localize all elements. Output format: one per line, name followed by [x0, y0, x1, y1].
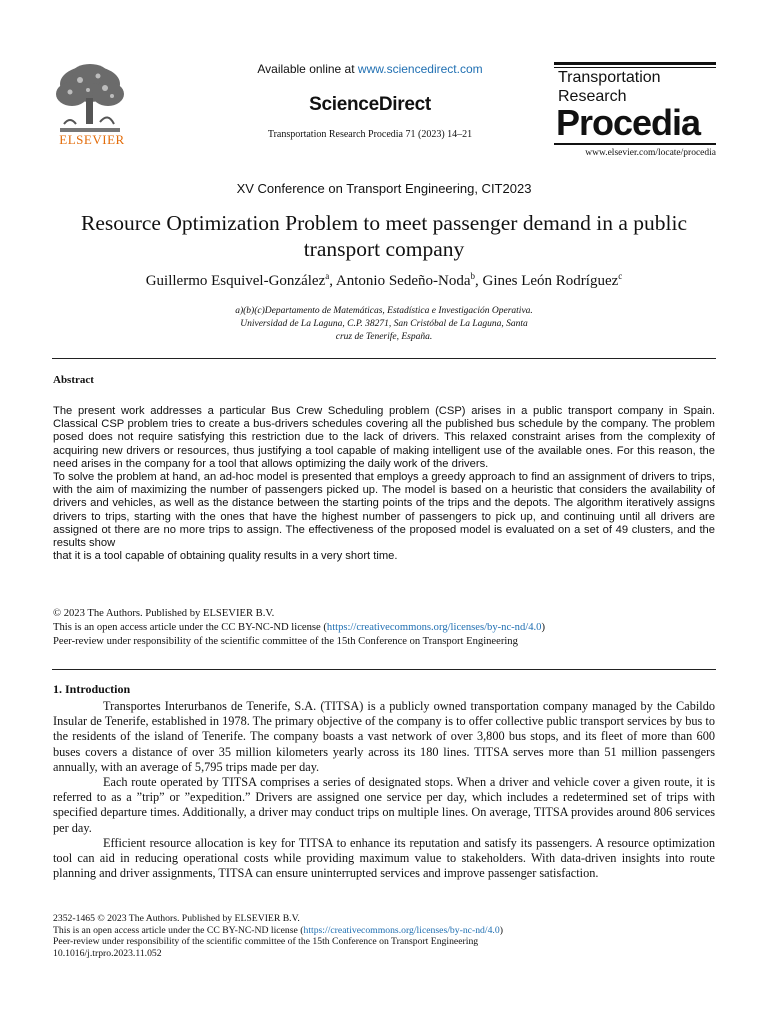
body-paragraph: Transportes Interurbanos de Tenerife, S.A. (TITSA) is a publicly owned transportation company managed by the Cabildo Insular de Tenerife, established in 1978. The primary objective of the company is to offer collective public transport services by bus to the residents of the island of Tenerife. The company boasts a vast network of over 3,800 bus stops, and its fleet of more than 600 buses covers a distance of over 35 million kilometers yearly across its 180 lines. TITSA serves more than 51 million passengers annually, with an average of 5,795 trips made per day. [53, 699, 715, 774]
copyright-line: © 2023 The Authors. Published by ELSEVIER B.V. [53, 608, 275, 619]
divider [52, 358, 716, 359]
author-affil-mark: a [325, 271, 330, 281]
abstract-paragraph: that it is a tool capable of obtaining quality results in a very short time. [53, 550, 398, 563]
section-heading-introduction: 1. Introduction [53, 682, 131, 696]
journal-citation: Transportation Research Procedia 71 (2023) 14–21 [267, 129, 473, 140]
license-suffix: ) [541, 622, 545, 633]
divider [52, 669, 716, 670]
journal-logo-procedia: Procedia [556, 102, 701, 143]
license-line [53, 621, 715, 635]
page-header [0, 0, 768, 175]
footer-license-line [53, 925, 715, 937]
footer-license-suffix: ) [499, 924, 503, 936]
author-name: Antonio Sedeño-Noda [335, 273, 471, 289]
author-affil-mark: c [618, 271, 623, 281]
introduction-body [53, 699, 715, 881]
affiliation [180, 305, 588, 344]
journal-logo-rule-bottom [554, 143, 716, 145]
journal-logo-line2: Research [558, 88, 627, 105]
journal-logo-line1: Transportation [558, 69, 661, 86]
abstract-paragraph: To solve the problem at hand, an ad-hoc model is presented that employs a greedy approach to find an assignment of drivers to trips, with the aim of maximizing the number of passengers picked up. The model is based on a heuristic that considers the availability of drivers and vehicles, as well as the distance between the starting points of the trips and the depots. The algorithm iteratively assigns drivers to trips, starting with the ones that have the highest number of passengers to pick up, and continuing until all drivers are assigned ot there are no more trips to assign. The effectiveness of the proposed model is evaluated on a set of 49 clusters, and the results show [53, 471, 715, 550]
author-name: Guillermo Esquivel-González [145, 273, 326, 289]
affiliation-line: cruz de Tenerife, España. [335, 332, 433, 342]
elsevier-wordmark: ELSEVIER [59, 132, 125, 147]
author-list: Guillermo Esquivel-González$^a$, Antonio Sedeño-Noda$^b$, Gines León Rodríguez$^c$ [145, 271, 623, 289]
footer-issn-line: 2352-1465 © 2023 The Authors. Published by ELSEVIER B.V. [53, 913, 300, 924]
license-prefix: This is an open access article under the CC BY-NC-ND license ( [53, 622, 327, 633]
copyright-notice [53, 607, 715, 649]
footer-doi[interactable]: 10.1016/j.trpro.2023.11.052 [53, 947, 162, 959]
paper-title: Resource Optimization Problem to meet passenger demand in a public transport company [80, 211, 688, 261]
affiliation-line: Universidad de La Laguna, C.P. 38271, San Cristóbal de La Laguna, Santa [240, 319, 528, 329]
abstract-heading: Abstract [53, 374, 94, 386]
footer-peer-review-line: Peer-review under responsibility of the scientific committee of the 15th Conference on Transport Engineering [53, 936, 479, 947]
journal-url[interactable]: www.elsevier.com/locate/procedia [585, 148, 716, 158]
journal-logo-rule [554, 62, 716, 65]
peer-review-line: Peer-review under responsibility of the scientific committee of the 15th Conference on Transport Engineering [53, 636, 518, 647]
available-online [200, 62, 540, 76]
author-name: Gines León Rodríguez [482, 273, 619, 289]
body-paragraph: Each route operated by TITSA comprises a series of designated stops. When a driver and vehicle cover a given route, it is referred to as a ”trip” or ”expedition.” Drivers are assigned one service per day, which includes a redetermined set of trips with specified departure times. Additionally, a driver may conduct trips on multiple lines. On average, TITSA provides around 806 services per day. [53, 775, 715, 835]
abstract-body [53, 405, 715, 563]
journal-logo-rule-thin [554, 67, 716, 68]
conference-name: XV Conference on Transport Engineering, CIT2023 [236, 181, 532, 196]
footer-license-prefix: This is an open access article under the CC BY-NC-ND license ( [53, 924, 304, 936]
sciencedirect-link[interactable]: www.sciencedirect.com [357, 62, 483, 76]
author-affil-mark: b [470, 271, 475, 281]
journal-logo [554, 62, 716, 162]
page-footer [53, 913, 715, 959]
abstract-paragraph: The present work addresses a particular Bus Crew Scheduling problem (CSP) arises in a public transport company in Spain. Classical CSP problem tries to create a bus-drivers schedules covering all the published bus schedule by the company. The problem posed does not require satisfying this restriction due to the lack of drivers. This relaxed constraint arises from the complexity of acquiring new drivers or resources, thus justifying a tool capable of making intelligent use of the available ones. For this reason, the need arises in the company for a tool that allows optimizing the daily work of the drivers. [53, 405, 715, 470]
body-paragraph: Efficient resource allocation is key for TITSA to enhance its reputation and satisfy its passengers. A resource optimization tool can aid in reducing operational costs while providing maximum value to stakeholders. With data-driven insights into route planning and driver assignments, TITSA can ensure uninterrupted services and improve passenger satisfaction. [53, 835, 715, 881]
footer-license-link[interactable]: https://creativecommons.org/licenses/by-nc-nd/4.0 [303, 924, 500, 936]
affiliation-line: a)(b)(c)Departamento de Matemáticas, Estadística e Investigación Operativa. [235, 306, 533, 316]
available-prefix: Available online at [257, 62, 358, 76]
license-link[interactable]: https://creativecommons.org/licenses/by-nc-nd/4.0 [326, 622, 542, 633]
sciencedirect-logo: ScienceDirect [309, 94, 431, 115]
